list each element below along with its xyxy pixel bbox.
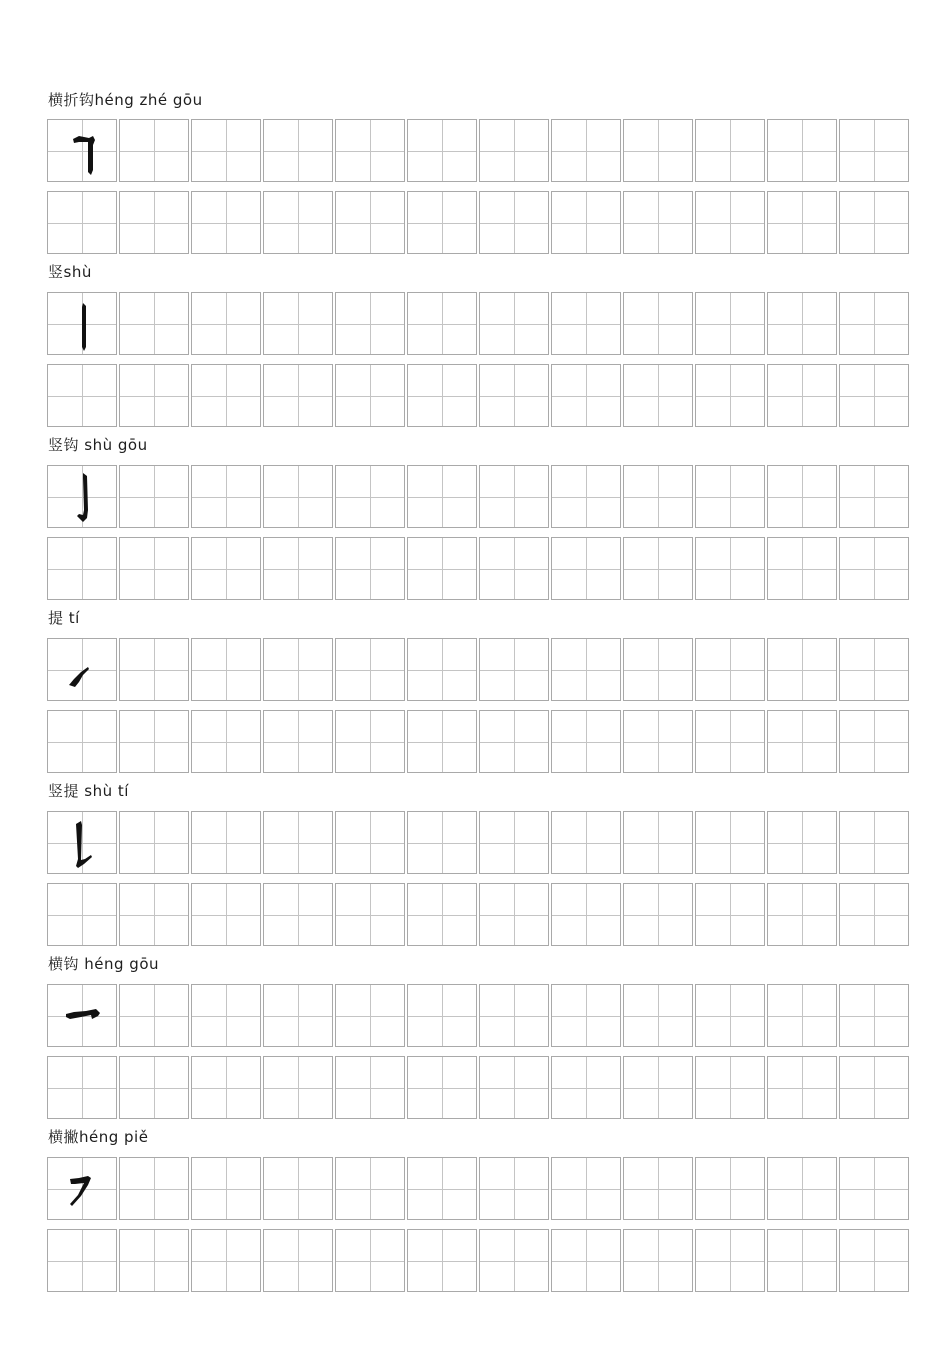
ti-stroke-icon [48, 639, 118, 702]
tianzige-cell [335, 1056, 405, 1119]
tianzige-cell [695, 537, 765, 600]
tianzige-cell [551, 465, 621, 528]
tianzige-cell [551, 191, 621, 254]
tianzige-cell [839, 1229, 909, 1292]
tianzige-cell [623, 191, 693, 254]
tianzige-cell [551, 710, 621, 773]
tianzige-cell [119, 1229, 189, 1292]
tianzige-cell [191, 1056, 261, 1119]
tianzige-cell [335, 883, 405, 946]
tianzige-cell [839, 1056, 909, 1119]
tianzige-cell [695, 638, 765, 701]
tianzige-cell [767, 811, 837, 874]
stroke-name-label: 横钩 héng gōu [48, 955, 160, 973]
tianzige-cell [551, 883, 621, 946]
tianzige-cell [479, 984, 549, 1047]
tianzige-cell [335, 710, 405, 773]
tianzige-cell [263, 1157, 333, 1220]
tianzige-cell [623, 119, 693, 182]
tianzige-cell [407, 364, 477, 427]
tianzige-cell [407, 292, 477, 355]
tianzige-cell [479, 638, 549, 701]
tianzige-cell [191, 364, 261, 427]
tianzige-cell [767, 364, 837, 427]
tianzige-cell [335, 537, 405, 600]
tianzige-cell [407, 191, 477, 254]
tianzige-cell [623, 1056, 693, 1119]
tianzige-cell [407, 710, 477, 773]
tianzige-cell [191, 638, 261, 701]
tianzige-cell [47, 984, 117, 1047]
tianzige-cell [479, 710, 549, 773]
tianzige-cell [695, 292, 765, 355]
heng-zhe-gou-stroke-icon [48, 120, 118, 183]
tianzige-cell [191, 191, 261, 254]
stroke-name-label: 横折钩héng zhé gōu [48, 91, 203, 109]
tianzige-cell [119, 710, 189, 773]
tianzige-cell [263, 1229, 333, 1292]
tianzige-cell [119, 191, 189, 254]
tianzige-cell [335, 1229, 405, 1292]
tianzige-cell [551, 292, 621, 355]
tianzige-cell [479, 1229, 549, 1292]
tianzige-cell [263, 811, 333, 874]
tianzige-cell [119, 364, 189, 427]
tianzige-cell [767, 191, 837, 254]
tianzige-cell [191, 119, 261, 182]
tianzige-cell [839, 191, 909, 254]
tianzige-cell [47, 364, 117, 427]
tianzige-cell [767, 710, 837, 773]
tianzige-cell [839, 1157, 909, 1220]
stroke-name-label: 提 tí [48, 609, 80, 627]
tianzige-cell [47, 292, 117, 355]
tianzige-cell [263, 191, 333, 254]
blank-practice-row [47, 537, 909, 600]
tianzige-cell [407, 119, 477, 182]
tianzige-cell [623, 811, 693, 874]
tianzige-cell [263, 638, 333, 701]
tianzige-cell [623, 883, 693, 946]
blank-practice-row [47, 364, 909, 427]
tianzige-cell [263, 537, 333, 600]
tianzige-cell [767, 465, 837, 528]
tianzige-cell [839, 119, 909, 182]
tianzige-cell [119, 984, 189, 1047]
tianzige-cell [407, 811, 477, 874]
tianzige-cell [407, 465, 477, 528]
tianzige-cell [479, 811, 549, 874]
tianzige-cell [767, 638, 837, 701]
tianzige-cell [191, 984, 261, 1047]
tianzige-cell [263, 984, 333, 1047]
stroke-name-label: 竖shù [48, 263, 92, 281]
model-practice-row [47, 984, 909, 1047]
tianzige-cell [695, 1056, 765, 1119]
tianzige-cell [119, 292, 189, 355]
stroke-name-label: 竖提 shù tí [48, 782, 129, 800]
tianzige-cell [119, 537, 189, 600]
tianzige-cell [263, 465, 333, 528]
tianzige-cell [119, 811, 189, 874]
tianzige-cell [335, 638, 405, 701]
tianzige-cell [767, 883, 837, 946]
tianzige-cell [623, 364, 693, 427]
tianzige-cell [623, 537, 693, 600]
tianzige-cell [839, 638, 909, 701]
tianzige-cell [695, 1229, 765, 1292]
model-practice-row [47, 465, 909, 528]
tianzige-cell [695, 811, 765, 874]
stroke-name-label: 竖钩 shù gōu [48, 436, 148, 454]
tianzige-cell [479, 191, 549, 254]
model-practice-row [47, 1157, 909, 1220]
tianzige-cell [695, 364, 765, 427]
model-practice-row [47, 119, 909, 182]
tianzige-cell [407, 638, 477, 701]
tianzige-cell [695, 1157, 765, 1220]
model-practice-row [47, 292, 909, 355]
tianzige-cell [695, 984, 765, 1047]
tianzige-cell [695, 710, 765, 773]
tianzige-cell [551, 364, 621, 427]
tianzige-cell [191, 1157, 261, 1220]
tianzige-cell [551, 1056, 621, 1119]
tianzige-cell [767, 984, 837, 1047]
blank-practice-row [47, 1229, 909, 1292]
tianzige-cell [767, 1056, 837, 1119]
tianzige-cell [839, 292, 909, 355]
blank-practice-row [47, 1056, 909, 1119]
tianzige-cell [623, 710, 693, 773]
tianzige-cell [479, 292, 549, 355]
tianzige-cell [695, 883, 765, 946]
tianzige-cell [551, 119, 621, 182]
stroke-name-label: 横撇héng piě [48, 1128, 149, 1146]
tianzige-cell [407, 1157, 477, 1220]
tianzige-cell [839, 984, 909, 1047]
tianzige-cell [479, 119, 549, 182]
tianzige-cell [623, 1229, 693, 1292]
tianzige-cell [263, 883, 333, 946]
shu-stroke-icon [48, 293, 118, 356]
tianzige-cell [119, 883, 189, 946]
tianzige-cell [479, 364, 549, 427]
tianzige-cell [623, 984, 693, 1047]
tianzige-cell [335, 1157, 405, 1220]
tianzige-cell [839, 883, 909, 946]
tianzige-cell [479, 465, 549, 528]
tianzige-cell [335, 119, 405, 182]
tianzige-cell [335, 811, 405, 874]
tianzige-cell [119, 1157, 189, 1220]
tianzige-cell [47, 811, 117, 874]
tianzige-cell [47, 710, 117, 773]
tianzige-cell [263, 710, 333, 773]
tianzige-cell [839, 364, 909, 427]
tianzige-cell [695, 191, 765, 254]
tianzige-cell [47, 465, 117, 528]
tianzige-cell [623, 465, 693, 528]
tianzige-cell [191, 537, 261, 600]
tianzige-cell [119, 638, 189, 701]
shu-gou-stroke-icon [48, 466, 118, 529]
tianzige-cell [623, 292, 693, 355]
tianzige-cell [407, 1229, 477, 1292]
tianzige-cell [551, 638, 621, 701]
tianzige-cell [623, 1157, 693, 1220]
tianzige-cell [47, 1056, 117, 1119]
tianzige-cell [47, 119, 117, 182]
tianzige-cell [839, 537, 909, 600]
heng-gou-stroke-icon [48, 985, 118, 1048]
tianzige-cell [407, 984, 477, 1047]
tianzige-cell [263, 364, 333, 427]
tianzige-cell [551, 537, 621, 600]
tianzige-cell [767, 119, 837, 182]
tianzige-cell [47, 191, 117, 254]
tianzige-cell [839, 465, 909, 528]
tianzige-cell [479, 1056, 549, 1119]
tianzige-cell [839, 811, 909, 874]
tianzige-cell [767, 292, 837, 355]
tianzige-cell [47, 883, 117, 946]
blank-practice-row [47, 883, 909, 946]
tianzige-cell [695, 119, 765, 182]
blank-practice-row [47, 191, 909, 254]
tianzige-cell [335, 364, 405, 427]
tianzige-cell [191, 1229, 261, 1292]
tianzige-cell [191, 811, 261, 874]
tianzige-cell [191, 465, 261, 528]
tianzige-cell [767, 1157, 837, 1220]
tianzige-cell [479, 1157, 549, 1220]
tianzige-cell [47, 1229, 117, 1292]
tianzige-cell [335, 292, 405, 355]
tianzige-cell [335, 191, 405, 254]
tianzige-cell [47, 638, 117, 701]
tianzige-cell [263, 292, 333, 355]
tianzige-cell [551, 1157, 621, 1220]
tianzige-cell [119, 1056, 189, 1119]
tianzige-cell [191, 710, 261, 773]
blank-practice-row [47, 710, 909, 773]
tianzige-cell [695, 465, 765, 528]
tianzige-cell [407, 883, 477, 946]
heng-pie-stroke-icon [48, 1158, 118, 1221]
shu-ti-stroke-icon [48, 812, 118, 875]
tianzige-cell [479, 537, 549, 600]
tianzige-cell [263, 1056, 333, 1119]
model-practice-row [47, 811, 909, 874]
tianzige-cell [119, 119, 189, 182]
tianzige-cell [47, 1157, 117, 1220]
tianzige-cell [191, 292, 261, 355]
tianzige-cell [767, 1229, 837, 1292]
tianzige-cell [119, 465, 189, 528]
tianzige-cell [479, 883, 549, 946]
tianzige-cell [47, 537, 117, 600]
tianzige-cell [551, 1229, 621, 1292]
tianzige-cell [407, 1056, 477, 1119]
tianzige-cell [551, 984, 621, 1047]
tianzige-cell [191, 883, 261, 946]
model-practice-row [47, 638, 909, 701]
tianzige-cell [551, 811, 621, 874]
tianzige-cell [335, 984, 405, 1047]
tianzige-cell [839, 710, 909, 773]
tianzige-cell [623, 638, 693, 701]
tianzige-cell [767, 537, 837, 600]
tianzige-cell [263, 119, 333, 182]
tianzige-cell [335, 465, 405, 528]
tianzige-cell [407, 537, 477, 600]
